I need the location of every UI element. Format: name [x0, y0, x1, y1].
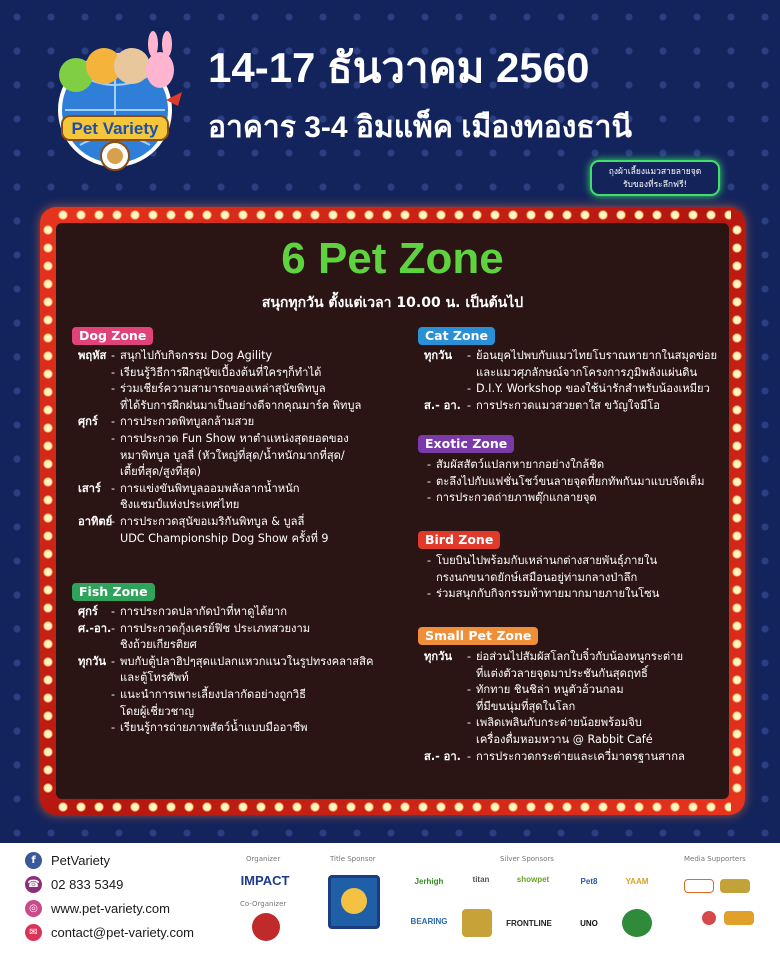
schedule-day: ทุกวัน: [424, 650, 453, 663]
phone-label: 02 833 5349: [51, 877, 124, 892]
event-venue: อาคาร 3-4 อิมแพ็ค เมืองทองธานี: [208, 111, 633, 144]
schedule-activity: - การประกวดกระต่ายและเควี่มาตรฐานสากล: [476, 750, 736, 765]
event-date: 14-17 ธันวาคม 2560: [208, 44, 590, 91]
pet-variety-logo: [40, 30, 190, 178]
media-logo: [724, 911, 754, 925]
schedule-day: ส.- อา.: [424, 398, 461, 412]
bird-zone-tag: Bird Zone: [418, 531, 500, 549]
schedule-day: ทุกวัน: [78, 654, 107, 668]
media-supporters-label: Media Supporters: [684, 855, 746, 863]
schedule-activity: - ตะลึงไปกับแฟชั่นโชว์ขนลายจุดที่ยกทัพกันมาแบบจัดเต็ม: [436, 475, 736, 490]
fish-zone-row: [78, 688, 420, 703]
schedule-activity: - การประกวดสุนัขอเมริกันพิทบูล & บูลลี่: [120, 515, 420, 530]
silver-sponsor-logo: Jerhigh: [414, 877, 444, 886]
media-logo: [684, 879, 714, 893]
schedule-activity: หมาพิทบูล บูลลี่ (หัวใหญ่ที่สุด/น้ำหนักมากที่สุด/: [120, 448, 345, 462]
silver-sponsor-logo: YAAM: [625, 877, 649, 886]
dog-zone-row: [78, 482, 420, 497]
title-sponsor-logo: [328, 875, 380, 929]
schedule-activity: - D.I.Y. Workshop ของใช้น่ารักสำหรับน้องเหมียว: [476, 382, 736, 397]
fish-zone-row: [78, 721, 420, 736]
cat-zone-row: [424, 382, 736, 397]
schedule-day: ศุกร์: [78, 415, 98, 429]
small-zone-row: [424, 750, 736, 765]
bird-zone-row: [424, 554, 736, 569]
facebook-contact[interactable]: [25, 851, 245, 871]
fish-zone-tag: Fish Zone: [72, 583, 155, 601]
dog-zone-row: [78, 382, 420, 397]
schedule-activity: - การประกวดพิทบูลกล้ามสวย: [120, 415, 420, 430]
dog-zone-row: [78, 515, 420, 530]
cat-zone-tag: Cat Zone: [418, 327, 495, 345]
fish-zone-row: [78, 655, 420, 670]
bird-zone-row: [424, 571, 736, 586]
dog-zone-row: [78, 532, 420, 547]
silver-sponsor-logo: titan: [472, 875, 490, 884]
fish-zone-row: [78, 671, 420, 686]
phone-icon: ☎: [25, 876, 42, 893]
schedule-activity: และตู้โทรศัพท์: [120, 671, 189, 685]
mail-icon: ✉: [25, 924, 42, 941]
small-zone-row: [424, 650, 736, 665]
schedule-activity: - ย้อนยุคไปพบกับแมวไทยโบราณหายากในสมุดข่อย: [476, 349, 736, 364]
schedule-activity: - การประกวดปลากัดป่าที่หาดูได้ยาก: [120, 605, 420, 620]
schedule-activity: และแมวศุภลักษณ์จากโครงการภูมิพลังแผ่นดิน: [476, 365, 698, 379]
schedule-day: อาทิตย์: [78, 515, 113, 528]
schedule-activity: - สนุกไปกับกิจกรรม Dog Agility: [120, 349, 420, 364]
marquee-lights: [54, 802, 731, 812]
schedule-activity: โดยผู้เชี่ยวชาญ: [120, 704, 195, 718]
schedule-activity: UDC Championship Dog Show ครั้งที่ 9: [120, 531, 329, 545]
schedule-activity: - พบกับตู้ปลาฮิปๆสุดแปลกแหวกแนวในรูปทรงคลาสสิค: [120, 655, 420, 670]
schedule-activity: - สัมผัสสัตว์แปลกหายากอย่างใกล้ชิด: [436, 458, 736, 473]
dog-zone-tag: Dog Zone: [72, 327, 153, 345]
schedule-day: ส.- อา.: [424, 749, 461, 763]
email-label: contact@pet-variety.com: [51, 925, 195, 940]
dog-zone-row: [78, 415, 420, 430]
dog-zone-row: [78, 465, 420, 480]
email-contact[interactable]: [25, 923, 245, 943]
sponsor-emblem: [622, 909, 652, 937]
small-zone-row: [424, 683, 736, 698]
silver-sponsors-label: Silver Sponsors: [500, 855, 554, 863]
promo-badge: [590, 160, 720, 196]
silver-sponsor-logo: Pet8: [580, 877, 598, 886]
dog-zone-row: [78, 449, 420, 464]
schedule-activity: - การประกวดกุ้งเครย์ฟิช ประเภทสวยงาม: [120, 622, 420, 637]
fish-zone-row: [78, 605, 420, 620]
phone-contact[interactable]: [25, 875, 245, 895]
schedule-activity: - ย่อส่วนไปสัมผัสโลกใบจิ๋วกับน้องหนูกระต่าย: [476, 650, 736, 665]
schedule-activity: - เรียนรู้การถ่ายภาพสัตว์น้ำแบบมืออาชีพ: [120, 721, 420, 736]
schedule-activity: - ร่วมเชียร์ความสามารถของเหล่าสุนัขพิทบูล: [120, 382, 420, 397]
schedule-activity: - การประกวด Fun Show หาตำแหน่งสุดยอดของ: [120, 432, 420, 447]
marquee-lights: [54, 210, 731, 220]
logo-text: Pet Variety: [71, 119, 159, 138]
exotic-zone-row: [424, 491, 736, 506]
silver-sponsor-logo: UNO: [580, 919, 598, 928]
schedule-day: ทุกวัน: [424, 349, 453, 362]
schedule-activity: - การประกวดแมวสวยตาใส ขวัญใจมีโอ: [476, 399, 736, 414]
schedule-activity: ที่แต่งตัวลายจุดมาประชันกันสุดฤทธิ์: [476, 666, 648, 680]
media-logo: [676, 911, 698, 925]
board-subtitle: สนุกทุกวัน ตั้งแต่เวลา 10.00 น. เป็นต้นไป: [261, 295, 524, 311]
facebook-label: PetVariety: [51, 853, 111, 868]
cat-zone-row: [424, 366, 736, 381]
schedule-activity: - การประกวดถ่ายภาพตุ๊กแกลายจุด: [436, 491, 736, 506]
organizer-logo: IMPACT: [240, 873, 290, 888]
small-zone-row: [424, 700, 736, 715]
silver-sponsor-logo: showpet: [516, 875, 550, 884]
footer: [0, 843, 780, 963]
schedule-activity: - การแข่งขันพิทบูลออมพลังลากน้ำหนัก: [120, 482, 420, 497]
schedule-activity: เครื่องดื่มหอมหวาน @ Rabbit Café: [476, 733, 653, 746]
bird-zone-row: [424, 587, 736, 602]
silver-sponsor-logo: FRONTLINE: [506, 919, 552, 928]
schedule-day: ศุกร์: [78, 605, 98, 618]
media-logo: [702, 911, 716, 925]
schedule-activity: - เพลิดเพลินกับกระต่ายน้อยพร้อมจิบ: [476, 716, 736, 731]
fish-zone-row: [78, 705, 420, 720]
schedule-activity: - ทักทาย ชินชิล่า หนูตัวอ้วนกลม: [476, 683, 736, 698]
exotic-zone-row: [424, 458, 736, 473]
globe-icon: ◎: [25, 900, 42, 917]
small-pet-zone-tag: Small Pet Zone: [418, 627, 538, 645]
co-organizer-label: Co-Organizer: [240, 900, 287, 908]
exotic-zone-tag: Exotic Zone: [418, 435, 514, 453]
media-logo: [720, 879, 750, 893]
schedule-activity: ที่มีขนนุ่มที่สุดในโลก: [476, 699, 576, 713]
schedule-day: ศ.-อา.: [78, 621, 112, 635]
schedule-activity: ที่ได้รับการฝึกฝนมาเป็นอย่างดีจากคุณมาร์ค พิทบูล: [120, 398, 362, 412]
dog-zone-row: [78, 498, 420, 513]
dog-zone-row: [78, 349, 420, 364]
title-sponsor-label: Title Sponsor: [330, 855, 376, 863]
schedule-activity: - เรียนรู้วิธีการฝึกสุนัขเบื้องต้นที่ใครๆก็ทำได้: [120, 366, 420, 381]
schedule-day: พฤหัส: [78, 349, 107, 362]
fish-zone-row: [78, 638, 420, 653]
co-organizer-logo: [252, 913, 280, 941]
schedule-activity: - โบยบินไปพร้อมกับเหล่านกต่างสายพันธุ์ภายใน: [436, 554, 736, 569]
dog-zone-row: [78, 366, 420, 381]
schedule-day: เสาร์: [78, 481, 101, 495]
cat-zone-row: [424, 349, 736, 364]
small-zone-row: [424, 733, 736, 748]
cat-zone-row: [424, 399, 736, 414]
sponsor-emblem: [462, 909, 492, 937]
schedule-activity: ชิงแชมป์แห่งประเทศไทย: [120, 498, 240, 512]
schedule-activity: - ร่วมสนุกกับกิจกรรมท้าทายมากมายภายในโซน: [436, 587, 736, 602]
schedule-activity: - แนะนำการเพาะเลี้ยงปลากัดอย่างถูกวิธี: [120, 688, 420, 703]
promo-text: ถุงผ้าเลี้ยงแมวสายลายจุด รับของที่ระลึกฟรี!: [608, 167, 702, 190]
small-zone-row: [424, 716, 736, 731]
small-zone-row: [424, 667, 736, 682]
schedule-activity: ชิงถ้วยเกียรติยศ: [120, 638, 197, 652]
organizer-label: Organizer: [246, 855, 281, 863]
dog-zone-row: [78, 432, 420, 447]
facebook-icon: f: [25, 852, 42, 869]
website-contact[interactable]: [25, 899, 245, 919]
silver-sponsor-logo: BEARING: [410, 917, 448, 926]
dog-zone-row: [78, 399, 420, 414]
fish-zone-row: [78, 622, 420, 637]
schedule-activity: กรงนกขนาดยักษ์เสมือนอยู่ท่ามกลางป่าลึก: [436, 570, 638, 584]
board-title: 6 Pet Zone: [281, 234, 504, 283]
exotic-zone-row: [424, 475, 736, 490]
schedule-activity: เตี้ยที่สุด/สูงที่สุด): [120, 465, 202, 479]
website-label: www.pet-variety.com: [51, 901, 170, 916]
